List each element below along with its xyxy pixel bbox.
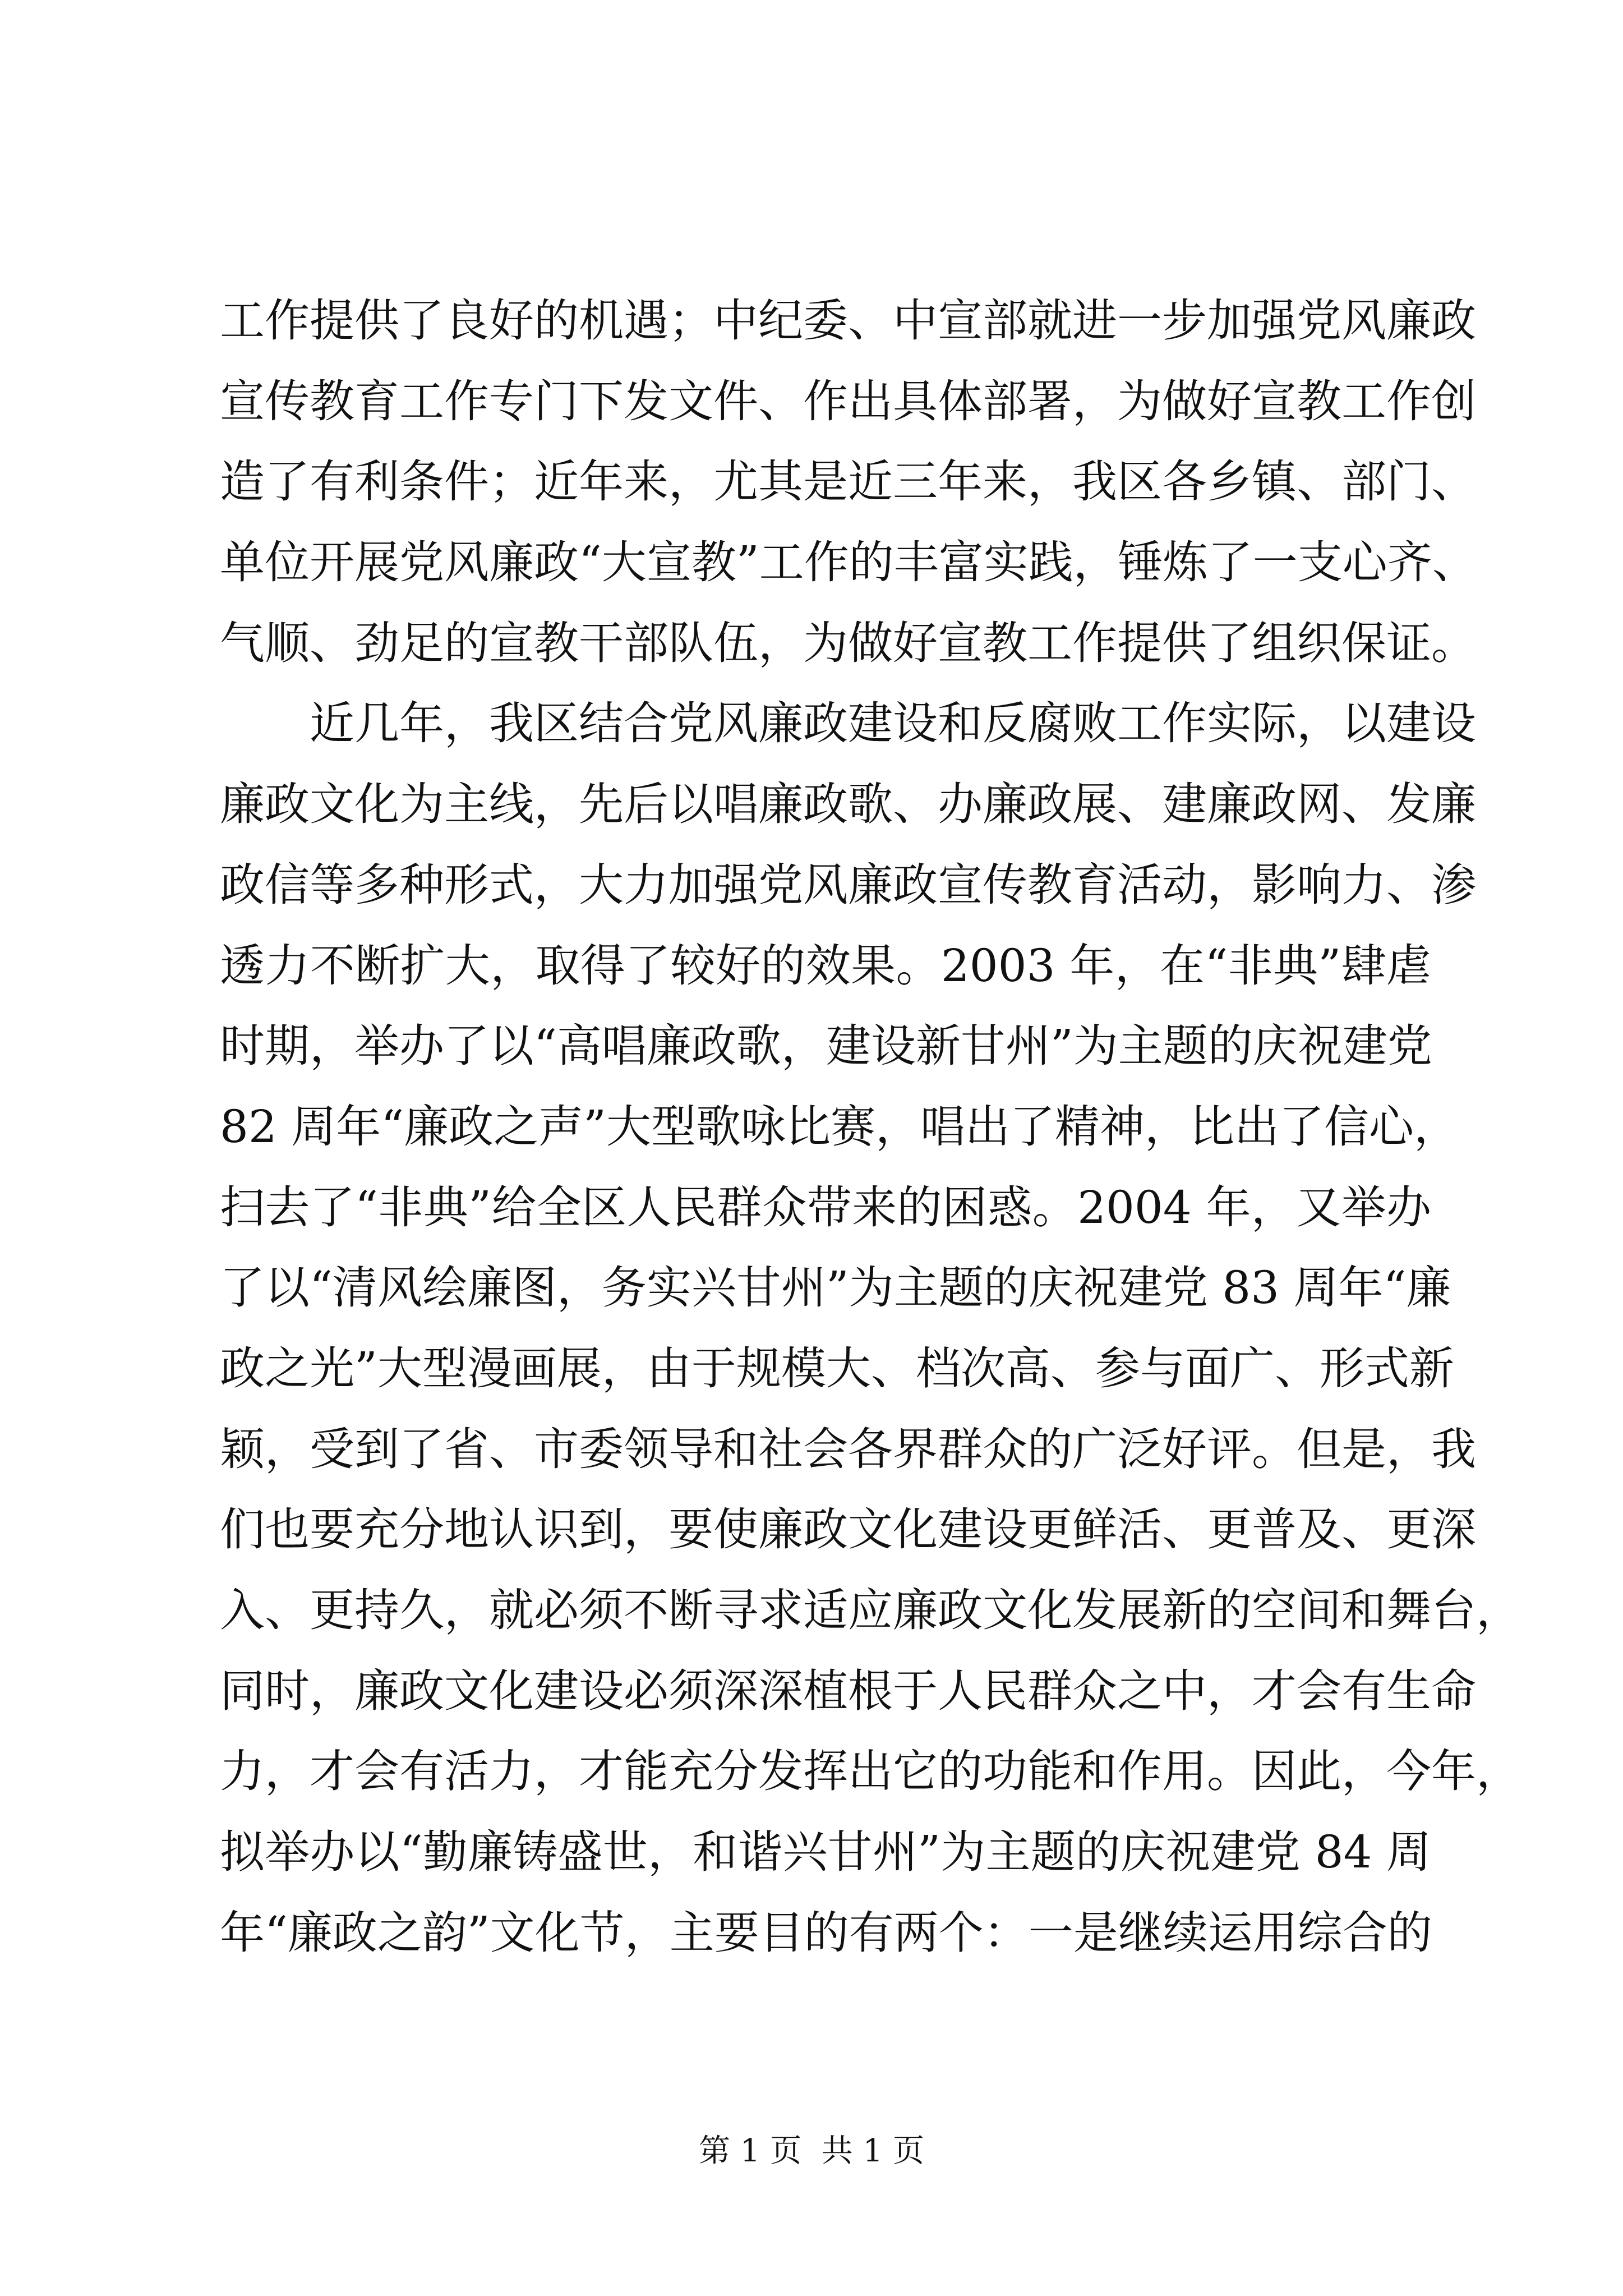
text-line: 扫去了“非典”给全区人民群众带来的困惑。2004 年，又举办	[220, 1181, 1431, 1234]
text-line: 同时，廉政文化建设必须深深植根于人民群众之中，才会有生命	[220, 1664, 1476, 1717]
text-line: 造了有利条件；近年来，尤其是近三年来，我区各乡镇、部门、	[220, 455, 1476, 508]
page-footer: 第 1 页 共 1 页	[698, 2133, 925, 2169]
text-line: 单位开展党风廉政“大宣教”工作的丰富实践，锤炼了一支心齐、	[220, 536, 1477, 589]
text-line: 时期，举办了以“高唱廉政歌，建设新甘州”为主题的庆祝建党	[220, 1020, 1432, 1073]
text-line: 透力不断扩大，取得了较好的效果。2003 年，在“非典”肆虐	[220, 939, 1431, 992]
text-line: 了以“清风绘廉图，务实兴甘州”为主题的庆祝建党 83 周年“廉	[220, 1262, 1451, 1314]
text-line: 气顺、劲足的宣教干部队伍，为做好宣教工作提供了组织保证。	[220, 616, 1476, 669]
text-line: 82 周年“廉政之声”大型歌咏比赛，唱出了精神，比出了信心，	[220, 1100, 1459, 1153]
text-line: 宣传教育工作专门下发文件、作出具体部署，为做好宣教工作创	[220, 375, 1476, 427]
text-line: 近几年，我区结合党风廉政建设和反腐败工作实际，以建设	[310, 697, 1476, 750]
body-text	[220, 280, 1521, 1973]
text-line: 拟举办以“勤廉铸盛世，和谐兴甘州”为主题的庆祝建党 84 周	[220, 1826, 1431, 1879]
text-line: 廉政文化为主线，先后以唱廉政歌、办廉政展、建廉政网、发廉	[220, 778, 1476, 831]
text-line: 颖，受到了省、市委领导和社会各界群众的广泛好评。但是，我	[220, 1423, 1476, 1475]
text-line: 工作提供了良好的机遇；中纪委、中宣部就进一步加强党风廉政	[220, 295, 1476, 347]
text-line: 政信等多种形式，大力加强党风廉政宣传教育活动，影响力、渗	[220, 858, 1476, 911]
text-line: 政之光”大型漫画展，由于规模大、档次高、参与面广、形式新	[220, 1342, 1454, 1395]
text-line: 们也要充分地认识到，要使廉政文化建设更鲜活、更普及、更深	[220, 1503, 1476, 1556]
text-line: 年“廉政之韵”文化节，主要目的有两个：一是继续运用综合的	[220, 1906, 1432, 1959]
text-line: 力，才会有活力，才能充分发挥出它的功能和作用。因此，今年，	[220, 1745, 1521, 1798]
text-line: 入、更持久，就必须不断寻求适应廉政文化发展新的空间和舞台，	[220, 1584, 1521, 1636]
